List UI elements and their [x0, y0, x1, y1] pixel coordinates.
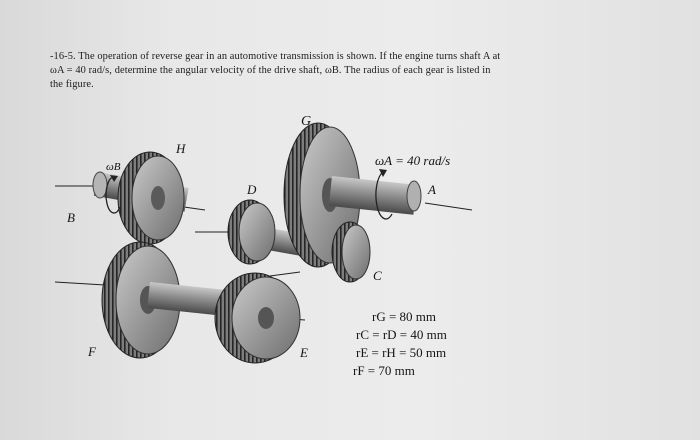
problem-line-3: the figure.	[50, 79, 94, 90]
label-g: G	[301, 114, 312, 129]
problem-line-2: ωA = 40 rad/s, determine the angular velocity of the drive shaft, ωB. The radius of each gear is listed in	[50, 65, 491, 76]
problem-line-1: -16-5. The operation of reverse gear in an automotive transmission is shown. If the engine turns shaft A at	[50, 51, 501, 62]
gear-d	[228, 200, 275, 264]
radius-list	[353, 309, 447, 378]
radius-line-3: rE = rH = 50 mm	[356, 345, 447, 360]
label-h: H	[176, 141, 186, 156]
gear-e	[215, 273, 300, 363]
label-c: C	[373, 268, 382, 283]
label-b: B	[67, 210, 75, 225]
label-d: D	[247, 182, 257, 197]
radius-line-4: rF = 70 mm	[353, 363, 415, 378]
gear-c	[332, 222, 370, 282]
radius-line-2: rC = rD = 40 mm	[356, 327, 447, 342]
label-f: F	[88, 344, 96, 359]
radius-line-1: rG = 80 mm	[372, 309, 437, 324]
gear-h	[118, 152, 184, 244]
label-omega-b: ωB	[106, 161, 121, 173]
label-omega-a: ωA = 40 rad/s	[375, 153, 451, 168]
label-e: E	[300, 345, 308, 360]
label-a: A	[428, 182, 436, 197]
